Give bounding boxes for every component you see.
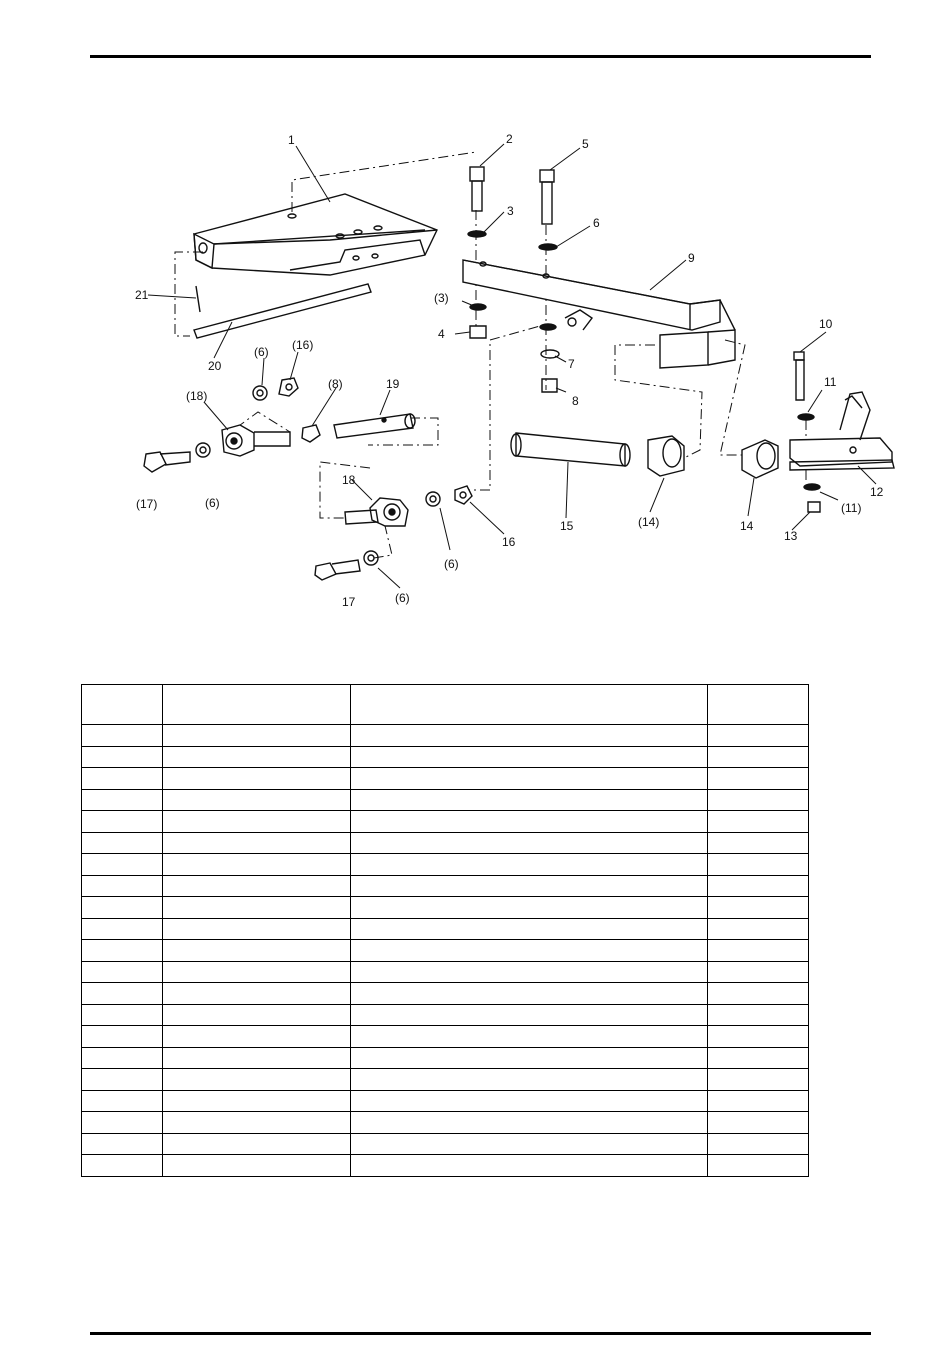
table-cell xyxy=(708,854,809,876)
table-row xyxy=(82,1026,809,1048)
callout-label: (16) xyxy=(292,338,314,352)
table-cell xyxy=(708,789,809,811)
table-cell xyxy=(708,832,809,854)
callout-label: 8 xyxy=(572,394,579,408)
table-row xyxy=(82,940,809,962)
table-cell xyxy=(351,1047,708,1069)
table-cell xyxy=(351,1026,708,1048)
table-cell xyxy=(351,768,708,790)
table-row xyxy=(82,1133,809,1155)
table-cell xyxy=(163,1026,351,1048)
table-cell xyxy=(82,961,163,983)
callout-label: 14 xyxy=(740,519,754,533)
table-cell xyxy=(163,1047,351,1069)
callout-label: (6) xyxy=(254,345,269,359)
table-row xyxy=(82,1069,809,1091)
table-cell xyxy=(82,1112,163,1134)
table-cell xyxy=(351,811,708,833)
table-cell xyxy=(708,875,809,897)
table-cell xyxy=(351,1133,708,1155)
table-cell xyxy=(163,768,351,790)
table-cell xyxy=(163,1090,351,1112)
tube-and-caps-drawing xyxy=(511,433,778,478)
table-header-row xyxy=(82,685,809,725)
callout-label: (17) xyxy=(136,497,158,511)
table-cell xyxy=(163,940,351,962)
table-row xyxy=(82,768,809,790)
table-cell xyxy=(351,854,708,876)
table-cell xyxy=(163,1069,351,1091)
table-cell xyxy=(163,897,351,919)
table-row xyxy=(82,725,809,747)
table-cell xyxy=(82,940,163,962)
callout-label: 18 xyxy=(342,473,356,487)
table-row xyxy=(82,1112,809,1134)
table-cell xyxy=(351,1069,708,1091)
exploded-parts-diagram xyxy=(0,0,950,640)
table-cell xyxy=(708,1047,809,1069)
table-cell xyxy=(82,918,163,940)
table-row xyxy=(82,961,809,983)
callout-label: 5 xyxy=(582,137,589,151)
callout-label: 1 xyxy=(288,133,295,147)
table-cell xyxy=(708,1155,809,1177)
table-cell xyxy=(82,1004,163,1026)
table-cell xyxy=(351,1004,708,1026)
table-cell xyxy=(708,1026,809,1048)
table-cell xyxy=(163,789,351,811)
table-cell xyxy=(82,875,163,897)
callout-label: 15 xyxy=(560,519,574,533)
table-cell xyxy=(351,961,708,983)
table-cell xyxy=(82,811,163,833)
table-cell xyxy=(351,789,708,811)
callout-label: 10 xyxy=(819,317,833,331)
table-row xyxy=(82,918,809,940)
table-row xyxy=(82,1004,809,1026)
table-cell xyxy=(163,1155,351,1177)
callout-label: (14) xyxy=(638,515,660,529)
callout-label: 9 xyxy=(688,251,695,265)
base-plate-drawing xyxy=(194,194,437,275)
table-cell xyxy=(163,1133,351,1155)
callout-label: 19 xyxy=(386,377,400,391)
table-cell xyxy=(351,940,708,962)
table-row xyxy=(82,811,809,833)
table-cell xyxy=(163,1004,351,1026)
column-header xyxy=(351,685,708,725)
callout-label: 3 xyxy=(507,204,514,218)
callout-label: (11) xyxy=(841,501,862,515)
table-cell xyxy=(82,832,163,854)
table-row xyxy=(82,832,809,854)
table-cell xyxy=(708,746,809,768)
table-cell xyxy=(163,983,351,1005)
callout-label: 16 xyxy=(502,535,516,549)
assembly-lines xyxy=(175,152,806,558)
table-cell xyxy=(351,1112,708,1134)
table-cell xyxy=(82,1155,163,1177)
table-cell xyxy=(351,746,708,768)
bottom-rule xyxy=(90,1332,871,1335)
callout-label: 4 xyxy=(438,327,445,341)
table-row xyxy=(82,1047,809,1069)
table-row xyxy=(82,897,809,919)
table-cell xyxy=(708,983,809,1005)
table-cell xyxy=(82,746,163,768)
table-cell xyxy=(351,725,708,747)
washers-and-nuts-drawing xyxy=(468,231,559,392)
table-cell xyxy=(351,875,708,897)
table-cell xyxy=(163,918,351,940)
table-cell xyxy=(708,961,809,983)
column-header xyxy=(82,685,163,725)
table-row xyxy=(82,854,809,876)
table-cell xyxy=(708,1133,809,1155)
callout-label: 21 xyxy=(135,288,149,302)
callout-label: (6) xyxy=(395,591,410,605)
callout-label: 11 xyxy=(824,375,837,389)
callout-label: (3) xyxy=(434,291,449,305)
table-cell xyxy=(163,1112,351,1134)
table-cell xyxy=(82,1090,163,1112)
callout-label: 12 xyxy=(870,485,884,499)
table-cell xyxy=(163,854,351,876)
table-row xyxy=(82,1090,809,1112)
table-row xyxy=(82,789,809,811)
bolt-5-drawing xyxy=(540,170,554,224)
table-cell xyxy=(708,768,809,790)
table-cell xyxy=(82,854,163,876)
table-cell xyxy=(163,832,351,854)
table-cell xyxy=(82,897,163,919)
table-row xyxy=(82,746,809,768)
callout-label: 7 xyxy=(568,357,575,371)
callout-label: (18) xyxy=(186,389,208,403)
table-cell xyxy=(82,1047,163,1069)
table-row xyxy=(82,983,809,1005)
bolt-2-drawing xyxy=(470,167,484,211)
table-cell xyxy=(351,918,708,940)
table-cell xyxy=(82,725,163,747)
table-cell xyxy=(708,940,809,962)
callout-label: 20 xyxy=(208,359,222,373)
table-row xyxy=(82,875,809,897)
parts-table xyxy=(81,684,809,1177)
table-cell xyxy=(163,725,351,747)
table-cell xyxy=(351,897,708,919)
table-row xyxy=(82,1155,809,1177)
table-cell xyxy=(82,1133,163,1155)
callout-label: (6) xyxy=(444,557,459,571)
table-cell xyxy=(82,983,163,1005)
column-header xyxy=(708,685,809,725)
table-cell xyxy=(351,832,708,854)
table-cell xyxy=(82,1026,163,1048)
table-cell xyxy=(708,897,809,919)
pin-and-rod-drawing xyxy=(194,284,371,338)
callout-label: (6) xyxy=(205,496,220,510)
upper-adjuster-drawing xyxy=(144,378,415,472)
table-cell xyxy=(708,918,809,940)
table-cell xyxy=(163,811,351,833)
table-cell xyxy=(163,746,351,768)
callout-label: 6 xyxy=(593,216,600,230)
table-cell xyxy=(82,789,163,811)
column-header xyxy=(163,685,351,725)
callout-label: 13 xyxy=(784,529,798,543)
table-cell xyxy=(163,961,351,983)
callout-label: 17 xyxy=(342,595,356,609)
table-cell xyxy=(708,1069,809,1091)
callout-label: (8) xyxy=(328,377,343,391)
table-cell xyxy=(163,875,351,897)
table-cell xyxy=(708,1112,809,1134)
callout-label: 2 xyxy=(506,132,513,146)
table-cell xyxy=(351,1155,708,1177)
table-cell xyxy=(708,1004,809,1026)
table-cell xyxy=(351,1090,708,1112)
table-cell xyxy=(708,811,809,833)
table-cell xyxy=(708,725,809,747)
drawbar-drawing xyxy=(463,260,735,368)
table-cell xyxy=(82,768,163,790)
table-cell xyxy=(351,983,708,1005)
table-cell xyxy=(708,1090,809,1112)
table-cell xyxy=(82,1069,163,1091)
table-body xyxy=(82,725,809,1177)
